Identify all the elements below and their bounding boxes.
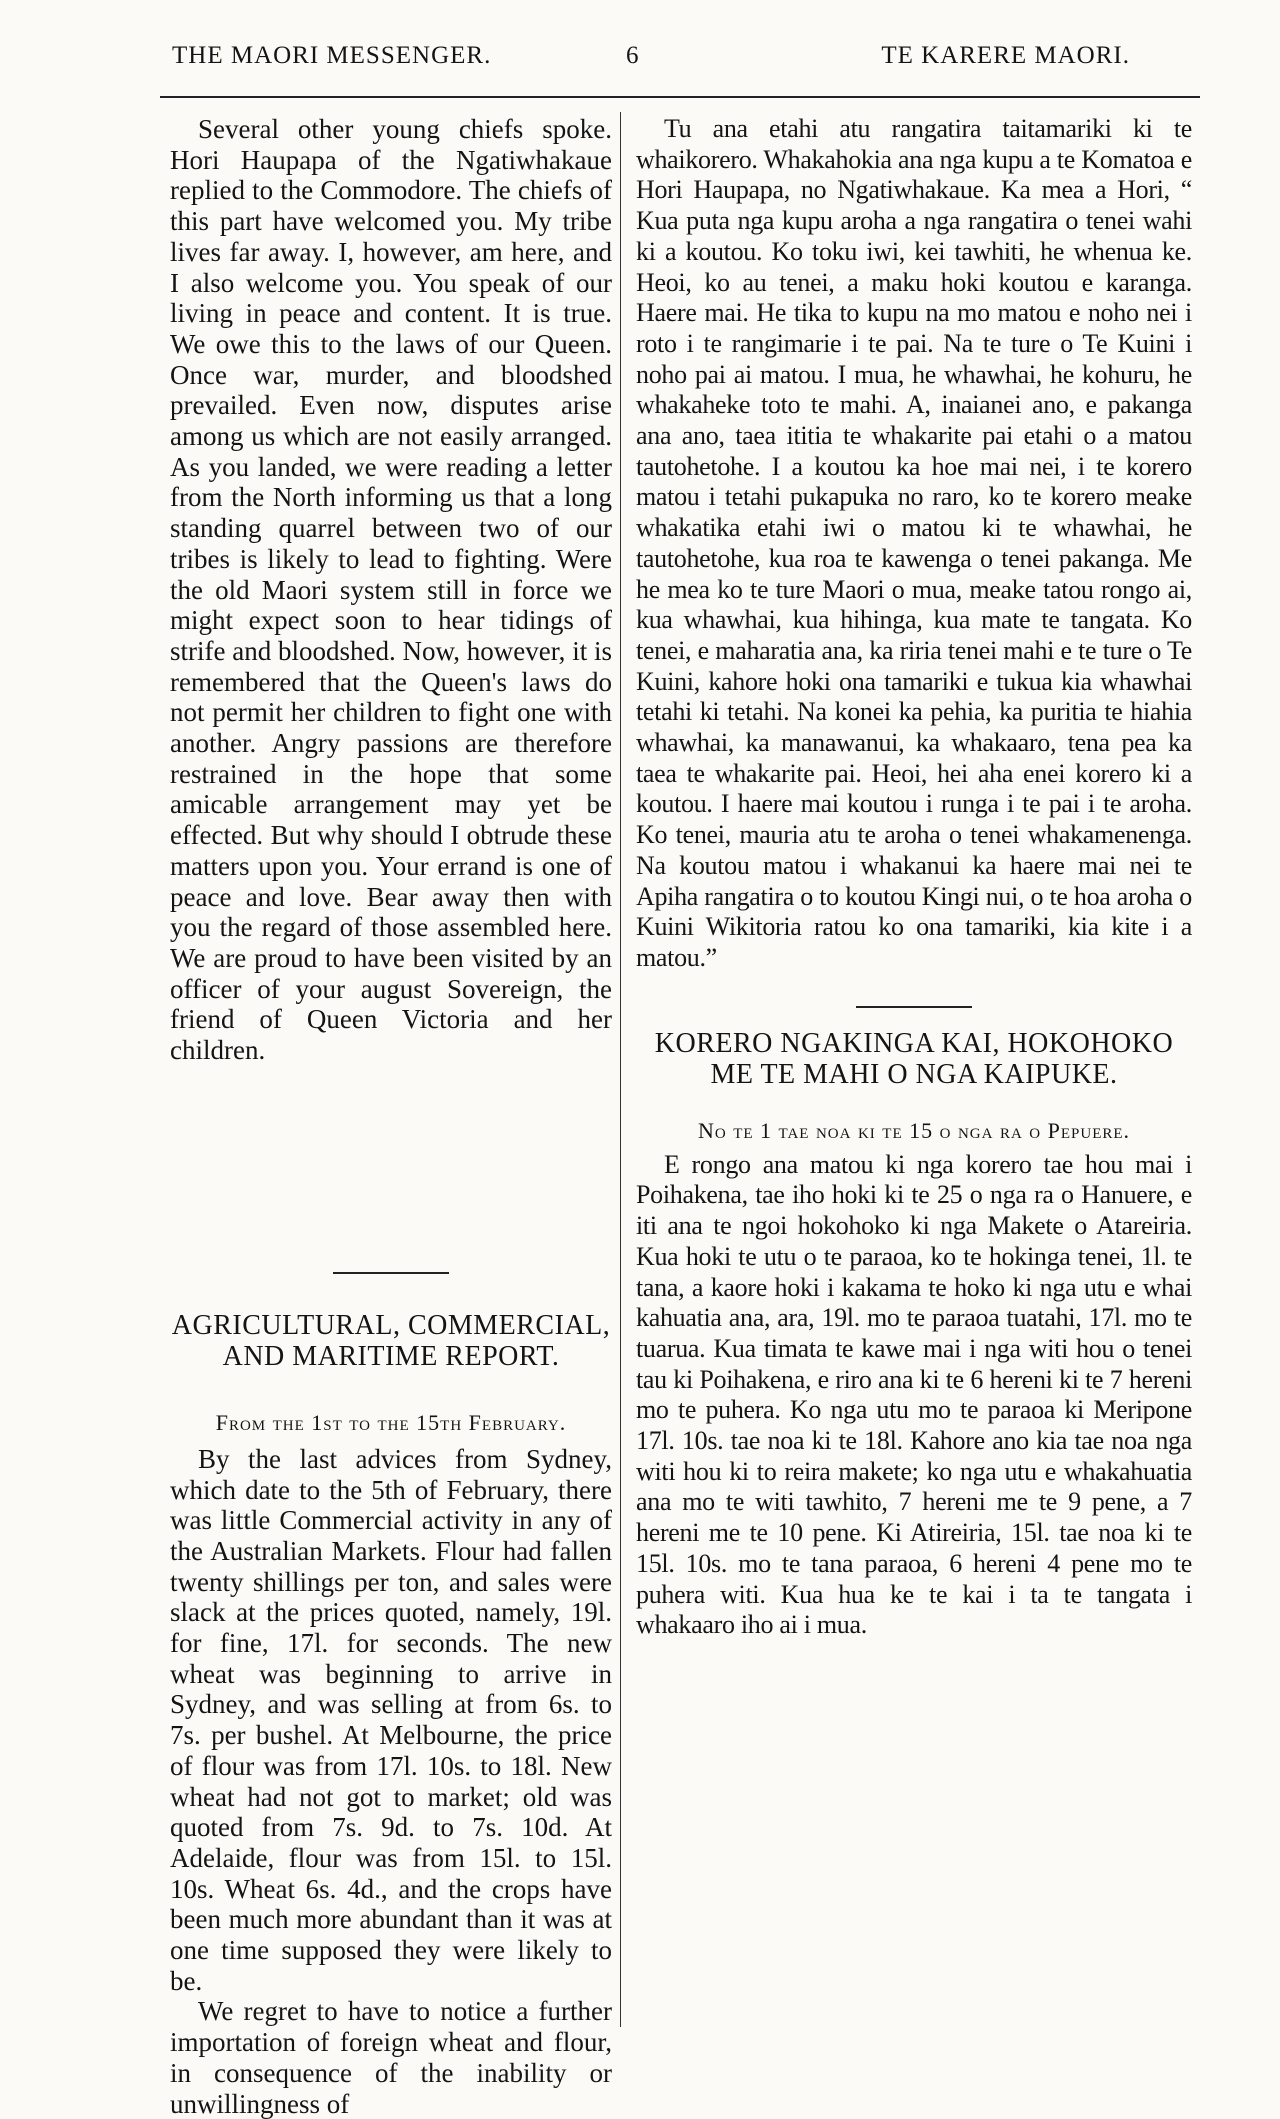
english-report-dates: From the 1st to the 15th February. [215,1409,567,1435]
header-rule [160,96,1200,98]
english-column [170,114,612,2119]
maori-report-dates: No te 1 tae noa ki te 15 o nga ra o Pepuere. [697,1117,1131,1143]
english-report-title: AGRICULTURAL, COMMERCIAL, AND MARITIME REPORT. [171,1309,611,1372]
maori-chiefs-speech: Tu ana etahi atu rangatira taitamariki ki te whaikorero. Whakahokia ana nga kupu a te Komatoa e Hori Haupapa, no Ngatiwhakaue. Ka mea a Hori, “ Kua puta nga kupu aroha a nga rangatira o tenei wahi ki a koutou. Ko toku iwi, kei tawhiti, he whenua ke. Heoi, ko au tenei, a maku hoki koutou e karanga. Haere mai. He tika to kupu na mo matou e noho nei i roto i te rangimarie i te pai. Na te ture o Te Kuini i noho pai ai matou. I mua, he whawhai, he kohuru, he whakaheke toto te mahi. A, inaianei ano, e pakanga ana ano, taea ititia te whakarite pai etahi o a matou tautohetohe. I a koutou ka hoe mai nei, i te korero matou i tetahi pukapuka no raro, ko te korero meake whakatika etahi iwi o matou ki te whawhai, he tautohetohe, kua roa te kawenga o tenei pakanga. Me he mea ko te ture Maori o mua, meake tatou rongo ai, kua whawhai, kua hihinga, kua mate te tangata. Ko tenei, e maharatia ana, ka riria tenei mahi e te ture o Te Kuini, kahore hoki ona tamariki e tukua kia whawhai tetahi ki tetahi. Na konei ka pehia, ka puritia te hiahia whawhai, ka manawanui, ka whakaaro, tena pea ka taea te whakarite pai. Heoi, hei aha enei korero ki a koutou. I haere mai koutou i runga i te pai i te aroha. Ko tenei, mauria atu te aroha o tenei whakamenenga. Na koutou matou i whakanui ka haere mai nei te Apiha rangatira o to koutou Kingi nui, o te hoa aroha o Kuini Wikitoria ratou ko ona tamariki, kia kite i a matou.” [636,114,1192,972]
page-number: 6 [626,42,640,69]
column-divider [620,112,621,2027]
running-head [160,42,1200,76]
english-report-paragraph: By the last advices from Sydney, which date to the 5th of February, there was little Commercial activity in any of the Australian Markets. Flour had fallen twenty shillings per ton, and sales were slack at the prices quoted, namely, 19l. for fine, 17l. for seconds. The new wheat was beginning to arrive in Sydney, and was selling at from 6s. to 7s. per bushel. At Melbourne, the price of flour was from 17l. 10s. to 18l. New wheat had not got to market; old was quoted from 7s. 9d. to 7s. 10d. At Adelaide, flour was from 15l. to 15l. 10s. Wheat 6s. 4d., and the crops have been much more abundant than it was at one time supposed they were likely to be. [170,1443,612,1996]
maori-report-paragraph: E rongo ana matou ki nga korero tae hou mai i Poihakena, tae iho hoki ki te 25 o nga ra o Hanuere, e iti ana te ngoi hokohoko ki nga Makete o Atareiria. Kua hoki te utu o te paraoa, ko te hokinga tenei, 1l. te tana, a kaore hoki i kakama te hoko ki nga utu e whai kahuatia ana, ara, 19l. mo te paraoa tuatahi, 17l. mo te tuarua. Kua timata te kawe mai i nga witi hou o tenei tau ki Poihakena, e riro ana ki te 6 hereni ki te 7 hereni mo te puhera. Ko nga utu mo te paraoa ki Meripone 17l. 10s. tae noa ki te 18l. Kahore ano kia tae noa nga witi hou ki to reira makete; ko nga utu e whakahuatia ana mo te witi tawhito, 7 hereni me te 9 pene, a 7 hereni me te 10 pene. Ki Atireiria, 15l. tae noa ki te 15l. 10s. mo te tana paraoa, 6 hereni 4 pene mo te puhera witi. Kua hua ke te kai i ta te tangata i whakaaro iho ai i mua. [636,1149,1192,1640]
maori-report-title: KORERO NGAKINGA KAI, HOKOHOKO ME TE MAHI O NGA KAIPUKE. [654,1027,1174,1090]
english-masthead-title: THE MAORI MESSENGER. [172,42,492,69]
english-chiefs-speech: Several other young chiefs spoke. Hori Haupapa of the Ngatiwhakaue replied to the Commodore. The chiefs of this part have welcomed you. My tribe lives far away. I, however, am here, and I also welcome you. You speak of our living in peace and content. It is true. We owe this to the laws of our Queen. Once war, murder, and bloodshed prevailed. Even now, disputes arise among us which are not easily arranged. As you landed, we were reading a letter from the North informing us that a long standing quarrel between two of our tribes is likely to lead to fighting. Were the old Maori system still in force we might expect soon to hear tidings of strife and bloodshed. Now, however, it is remembered that the Queen's laws do not permit her children to fight one with another. Angry passions are therefore restrained in the hope that some amicable arrangement may yet be effected. But why should I obtrude these matters upon you. Your errand is one of peace and love. Bear away then with you the regard of those assembled here. We are proud to have been visited by an officer of your august Sovereign, the friend of Queen Victoria and her children. [170,114,612,1066]
maori-masthead-title: TE KARERE MAORI. [881,42,1130,69]
english-report-paragraph: We regret to have to notice a further importation of foreign wheat and flour, in consequence of the inability or unwillingness of [170,1996,612,2119]
maori-column [636,114,1192,1641]
